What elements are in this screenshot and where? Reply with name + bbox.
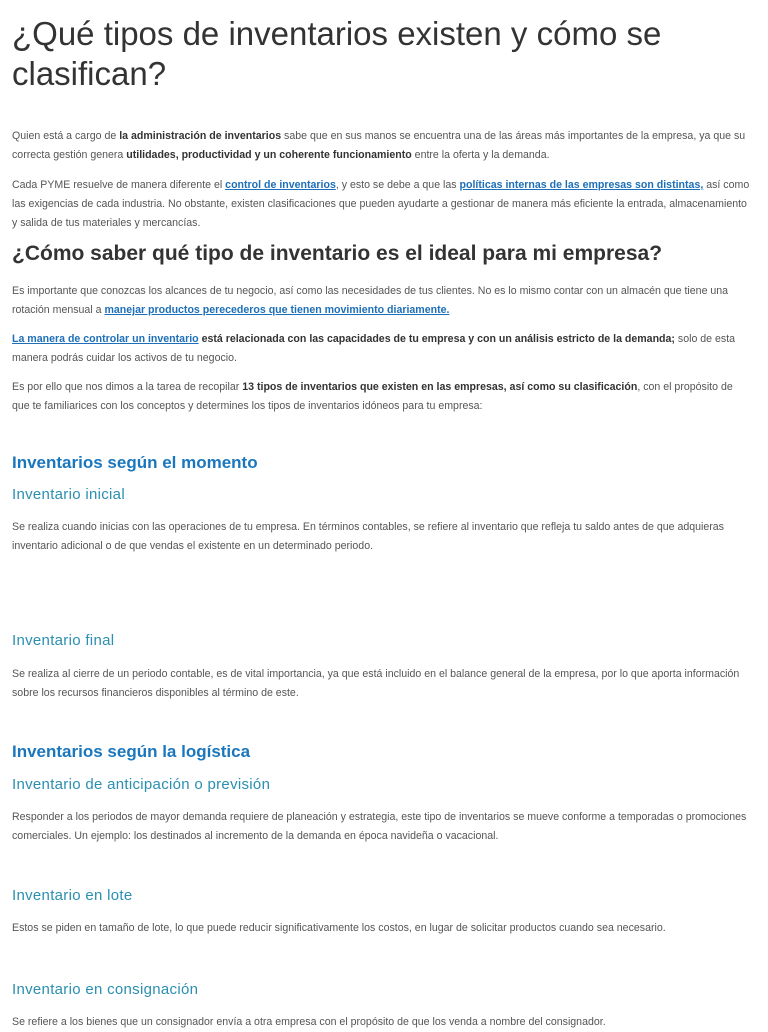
section-heading-momento: Inventarios según el momento (12, 453, 258, 472)
text: , y esto se debe a que las (335, 179, 460, 191)
subheading-inventario-lote: Inventario en lote (12, 887, 133, 904)
bold-text: está relacionada con las capacidades de tu empresa y con un análisis estricto de la demanda; (198, 333, 675, 345)
inventario-final-text: Se realiza al cierre de un periodo contable, es de vital importancia, ya que está incluido en el balance general de la empresa, por lo que aporta información sobre los recursos financieros disponibles al término de este. (12, 668, 740, 699)
text: Es por ello que nos dimos a la tarea de recopilar (12, 381, 243, 393)
inventario-lote-text: Estos se piden en tamaño de lote, lo que puede reducir significativamente los costos, en lugar de solicitar productos cuando sea necesario. (12, 922, 666, 934)
section-heading-ideal: ¿Cómo saber qué tipo de inventario es el ideal para mi empresa? (12, 242, 663, 265)
bold-text: utilidades, productividad y un coherente funcionamiento (126, 149, 412, 161)
subheading-inventario-consignacion: Inventario en consignación (12, 981, 199, 998)
subheading-inventario-anticipacion: Inventario de anticipación o previsión (12, 776, 271, 793)
link-productos-perecederos[interactable]: manejar productos perecederos que tienen movimiento diariamente. (104, 304, 450, 316)
subheading-inventario-final: Inventario final (12, 632, 115, 649)
ideal-paragraph-1 (12, 282, 752, 320)
text: Cada PYME resuelve de manera diferente el (12, 179, 226, 191)
ideal-paragraph-2 (12, 330, 752, 368)
text: Es importante que conozcas los alcances de tu negocio, así como las necesidades de tus clientes. No es lo mismo contar con un almacén que tiene una rotación mensual a (12, 285, 729, 316)
section-heading-logistica: Inventarios según la logística (12, 742, 251, 761)
link-control-inventarios[interactable]: control de inventarios (225, 179, 336, 191)
inventario-inicial-text: Se realiza cuando inicias con las operaciones de tu empresa. En términos contables, se refiere al inventario que refleja tu saldo antes de que adquieras inventario adicional o de que vendas el existente en un determinado periodo. (12, 521, 724, 552)
text: así como las exigencias de cada industria. No obstante, existen clasificaciones que pueden ayudarte a gestionar de manera más eficiente la entrada, almacenamiento y salida de tus materiales y mercancías. (12, 179, 750, 229)
text: solo de esta manera podrás cuidar los activos de tu negocio. (12, 333, 736, 364)
text: Quien está a cargo de (12, 130, 120, 142)
bold-text: la administración de inventarios (119, 130, 282, 142)
inventario-consignacion-text: Se refiere a los bienes que un consignador envía a otra empresa con el propósito de que los venda a nombre del consignador. (12, 1016, 606, 1028)
page-title: ¿Qué tipos de inventarios existen y cómo se clasifican? (12, 15, 662, 92)
text: sabe que en sus manos se encuentra una de las áreas más importantes de la empresa, ya que su correcta gestión genera (12, 130, 746, 161)
ideal-paragraph-3 (12, 378, 752, 416)
intro-paragraph-1 (12, 127, 752, 165)
inventario-anticipacion-text: Responder a los periodos de mayor demanda requiere de planeación y estrategia, este tipo de inventarios se mueve conforme a temporadas o promociones comerciales. Un ejemplo: los destinados al incremento de la demanda en época navideña o vacacional. (12, 811, 747, 842)
link-manera-controlar[interactable]: La manera de controlar un inventario (12, 333, 199, 345)
subheading-inventario-inicial: Inventario inicial (12, 486, 125, 503)
text: , con el propósito de que te familiarices con los conceptos y determines los tipos de inventarios idóneos para tu empresa: (12, 381, 733, 412)
text: entre la oferta y la demanda. (411, 149, 550, 161)
intro-paragraph-2 (12, 176, 752, 233)
bold-text: 13 tipos de inventarios que existen en las empresas, así como su clasificación (242, 381, 638, 393)
link-politicas-internas[interactable]: políticas internas de las empresas son distintas, (459, 179, 704, 191)
